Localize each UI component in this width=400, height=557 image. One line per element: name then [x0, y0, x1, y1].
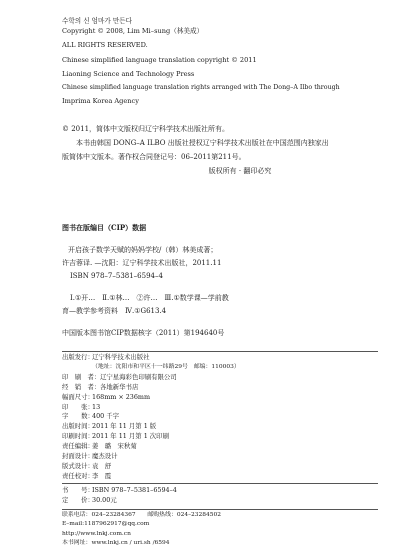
authorization-line-2: 版简体中文版本。著作权合同登记号：06–2011第211号。 [62, 153, 246, 161]
price-label: 书 号： [62, 486, 94, 494]
imprint-label: 印刷时间： [62, 432, 94, 441]
imprint-label: 印 刷 者： [62, 372, 101, 381]
imprint-label: 出版时间： [62, 422, 94, 431]
imprint-row-sheets [62, 403, 378, 413]
imprint-label: 幅面尺寸： [62, 392, 94, 401]
imprint-value: 168mm × 236mm [92, 392, 151, 401]
chinese-copyright-line: © 2011，简体中文版权归辽宁科学技术出版社所有。 [62, 125, 230, 133]
imprint-value: 辽宁科学技术出版社 [92, 353, 150, 361]
price-label: 定 价： [62, 495, 94, 504]
contact-book-url: 本书网址：www.lnkj.cn / uri.sh /6594 [62, 539, 170, 546]
imprint-label: 版式设计： [62, 461, 94, 470]
imprint-row-proofreader [62, 472, 378, 482]
imprint-row-distributor [62, 383, 378, 393]
imprint-label: 经 销 者： [62, 382, 101, 391]
imprint-value: 13 [92, 402, 101, 411]
contact-top-divider [62, 509, 378, 510]
cip-heading: 图书在版编目（CIP）数据 [62, 223, 147, 232]
price-value: 30.00元 [92, 495, 117, 504]
korean-original-title: 수학의 신 엄마가 만든다 [62, 17, 132, 25]
imprint-label: 字 数： [62, 412, 94, 421]
price-value: ISBN 978–7–5381–6594–4 [92, 486, 177, 494]
all-rights-reserved-cn: 版权所有 · 翻印必究 [208, 167, 272, 175]
imprint-row-layout-design [62, 462, 378, 472]
cip-isbn: ISBN 978–7–5381–6594–4 [70, 272, 163, 280]
contact-email: E–mail:1187962917@qq.com [62, 521, 150, 528]
imprint-row-print-date [62, 432, 378, 442]
imprint-row-format [62, 393, 378, 403]
cip-subject-line-1: Ⅰ.①开… Ⅱ.①林… ②许… Ⅲ.①数学课—学前教 [70, 294, 229, 302]
contact-block [62, 511, 378, 548]
chinese-rights-block [62, 124, 378, 177]
imprint-value: 李 霞 [92, 471, 112, 480]
imprint-row-publish-date [62, 422, 378, 432]
imprint-value: （地址：沈阳市和平区十一纬路29号 邮编：110003） [92, 363, 240, 370]
imprint-label: 出版发行： [62, 353, 94, 361]
imprint-value: 姜 璐 宋秋菊 [92, 442, 137, 451]
contact-phones: 联系电话：024–23284367 邮购热线：024–23284502 [62, 512, 222, 518]
authorization-line-1: 本书由韩国 DONG–A ILBO 出版社授权辽宁科学技术出版社在中国范围内独家出 [76, 139, 329, 147]
imprint-value: 2011 年 11 月第 1 次印刷 [92, 432, 169, 441]
copyright-line: Copyright © 2008, Lim Mi–sung（林美成） [62, 27, 204, 36]
imprint-top-divider [62, 351, 378, 352]
imprint-value: 2011 年 11 月第 1 版 [92, 422, 157, 431]
contact-website: http://www.lnkj.com.cn [62, 530, 131, 537]
price-row-price [62, 496, 378, 506]
copyright-block [62, 16, 378, 106]
imprint-label: 印 张： [62, 402, 94, 411]
translation-copyright: Chinese simplified language translation copyright © 2011 [62, 55, 257, 64]
cip-entry-title: 开启孩子数学天赋的妈妈学校/（韩）林美成著； [68, 246, 218, 254]
cip-block [62, 222, 378, 339]
price-block [62, 486, 378, 506]
rights-arrangement: Chinese simplified language translation rights arranged with The Dong–A Ilbo through [62, 84, 340, 92]
price-top-divider [62, 483, 378, 484]
imprint-row-printer [62, 373, 378, 383]
imprint-label: 责任校对： [62, 471, 94, 480]
price-row-isbn [62, 486, 378, 496]
imprint-row-address [62, 363, 378, 373]
agency-name: Imprima Korea Agency [62, 97, 139, 106]
imprint-value: 400 千字 [92, 412, 120, 421]
all-rights-reserved: ALL RIGHTS RESERVED. [62, 41, 148, 50]
imprint-value: 辽宁星海彩色印刷有限公司 [100, 372, 177, 381]
imprint-value: 魔杰设计 [92, 452, 118, 461]
imprint-row-editor [62, 442, 378, 452]
imprint-row-cover-design [62, 452, 378, 462]
imprint-value: 各地新华书店 [100, 382, 139, 391]
imprint-row-words [62, 412, 378, 422]
cip-entry-publication: 许吉蓉译. —沈阳：辽宁科学技术出版社，2011.11 [62, 259, 222, 267]
cip-subject-line-2: 育—教学参考资料 Ⅳ.①G613.4 [62, 307, 167, 315]
cip-core-number: 中国版本图书馆CIP数据核字（2011）第194640号 [62, 329, 225, 337]
imprint-block [62, 353, 378, 482]
imprint-label: 责任编辑： [62, 442, 94, 451]
imprint-value: 袁 舒 [92, 461, 112, 470]
publisher-name-en: Liaoning Science and Technology Press [62, 69, 195, 78]
imprint-label: 封面设计： [62, 452, 94, 461]
imprint-row-publisher [62, 353, 378, 363]
